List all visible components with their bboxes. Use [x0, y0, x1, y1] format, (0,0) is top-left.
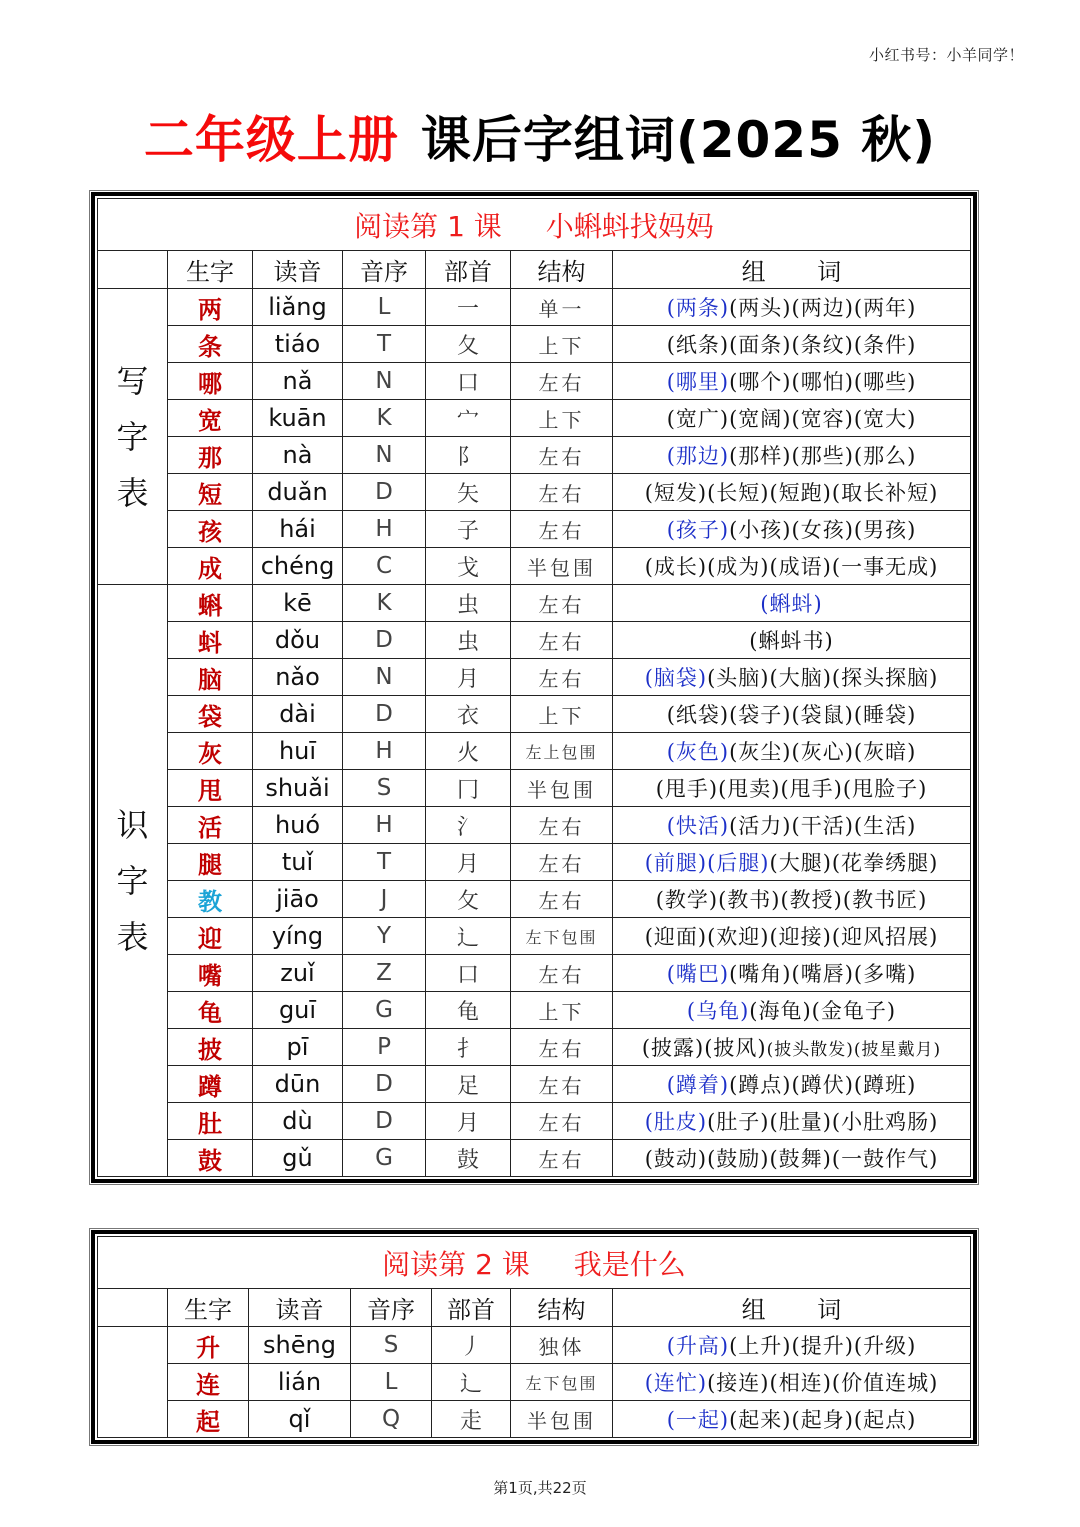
vocab-char: 起 [168, 1401, 249, 1438]
other-words: (上升)(提升)(升级) [729, 1334, 917, 1358]
lesson-2-name: 我是什么 [573, 1247, 686, 1281]
word-combinations [613, 1140, 971, 1177]
highlighted-word: (灰色) [666, 740, 730, 764]
vocab-char: 蝌 [168, 585, 253, 622]
phonetic-order: S [343, 770, 426, 807]
phonetic-order: H [343, 511, 426, 548]
other-words: (宽广)(宽阔)(宽容)(宽大) [666, 407, 917, 431]
word-combinations [613, 992, 971, 1029]
lesson-1-table-frame [89, 190, 979, 1185]
header-char: 生字 [168, 1289, 249, 1327]
table-row [98, 400, 971, 437]
other-words-small: (披头散发)(披星戴月) [766, 1040, 942, 1060]
radical: 矢 [426, 474, 511, 511]
phonetic-order: K [343, 400, 426, 437]
phonetic-order: H [343, 807, 426, 844]
page-title [0, 100, 1080, 172]
radical: 月 [426, 659, 511, 696]
vocab-char: 袋 [168, 696, 253, 733]
highlighted-word: (蝌蚪) [760, 592, 823, 616]
phonetic-order: D [343, 1103, 426, 1140]
pinyin: shēng [249, 1327, 351, 1364]
pinyin: lián [249, 1364, 351, 1401]
pinyin: duǎn [253, 474, 343, 511]
header-structure: 结构 [511, 251, 613, 289]
header-radical: 部首 [426, 251, 511, 289]
radical: 虫 [426, 622, 511, 659]
other-words: (短发)(长短)(短跑)(取长补短) [644, 481, 939, 505]
other-words: (甩手)(甩卖)(甩手)(甩脸子) [655, 777, 928, 801]
table-header-row [98, 251, 971, 289]
table-row [98, 548, 971, 585]
section-label: 识 字 表 [98, 585, 168, 1177]
phonetic-order: Q [351, 1401, 432, 1438]
structure: 左右 [511, 1140, 613, 1177]
radical: 口 [426, 955, 511, 992]
table-row [98, 844, 971, 881]
phonetic-order: Z [343, 955, 426, 992]
header-pinyin: 读音 [249, 1289, 351, 1327]
radical: 冂 [426, 770, 511, 807]
header-order: 音序 [343, 251, 426, 289]
phonetic-order: T [343, 326, 426, 363]
other-words: (嘴角)(嘴唇)(多嘴) [729, 962, 917, 986]
other-words: (起来)(起身)(起点) [729, 1408, 917, 1432]
radical: 衣 [426, 696, 511, 733]
header-blank [98, 1289, 168, 1327]
phonetic-order: N [343, 437, 426, 474]
word-combinations [613, 622, 971, 659]
other-words: (那样)(那些)(那么) [729, 444, 917, 468]
word-combinations [613, 1103, 971, 1140]
structure: 上下 [511, 400, 613, 437]
word-combinations [613, 1401, 971, 1438]
pinyin: jiāo [253, 881, 343, 918]
structure: 半包围 [511, 548, 613, 585]
pinyin: tiáo [253, 326, 343, 363]
other-words: (接连)(相连)(价值连城) [707, 1371, 939, 1395]
table-row [98, 770, 971, 807]
word-combinations [613, 400, 971, 437]
header-blank [98, 251, 168, 289]
other-words: (迎面)(欢迎)(迎接)(迎风招展) [644, 925, 939, 949]
word-combinations [613, 326, 971, 363]
word-combinations [613, 437, 971, 474]
table-row [98, 659, 971, 696]
word-combinations [613, 1364, 971, 1401]
structure: 独体 [511, 1327, 613, 1364]
header-words: 组 词 [613, 1289, 971, 1327]
highlighted-word: (脑袋) [644, 666, 708, 690]
structure: 单一 [511, 289, 613, 326]
radical: 扌 [426, 1029, 511, 1066]
vocab-char: 灰 [168, 733, 253, 770]
table-row [98, 881, 971, 918]
radical: 戈 [426, 548, 511, 585]
radical: 火 [426, 733, 511, 770]
header-order: 音序 [351, 1289, 432, 1327]
pinyin: kē [253, 585, 343, 622]
word-combinations [613, 696, 971, 733]
table-row [98, 289, 971, 326]
vocab-char: 脑 [168, 659, 253, 696]
radical: 阝 [426, 437, 511, 474]
phonetic-order: J [343, 881, 426, 918]
header-char: 生字 [168, 251, 253, 289]
lesson-1-name: 小蝌蚪找妈妈 [545, 209, 714, 243]
highlighted-word: (两条) [666, 296, 730, 320]
other-words: (披露)(披风) [641, 1036, 767, 1060]
radical: 龟 [426, 992, 511, 1029]
lesson-1-number: 阅读第 1 课 [354, 209, 502, 243]
table-row [98, 326, 971, 363]
table-row [98, 1066, 971, 1103]
radical: 攵 [426, 881, 511, 918]
other-words: (肚子)(肚量)(小肚鸡肠) [707, 1110, 939, 1134]
word-combinations [613, 918, 971, 955]
structure: 左右 [511, 511, 613, 548]
pinyin: huó [253, 807, 343, 844]
page-title-grade: 二年级上册 [143, 111, 399, 169]
word-combinations [613, 770, 971, 807]
structure: 上下 [511, 326, 613, 363]
vocab-char: 孩 [168, 511, 253, 548]
radical: 辶 [426, 918, 511, 955]
radical: 辶 [432, 1364, 511, 1401]
vocab-char: 蚪 [168, 622, 253, 659]
phonetic-order: D [343, 1066, 426, 1103]
radical: 走 [432, 1401, 511, 1438]
phonetic-order: G [343, 1140, 426, 1177]
highlighted-word: (乌龟) [686, 999, 750, 1023]
vocab-char: 鼓 [168, 1140, 253, 1177]
radical: 宀 [426, 400, 511, 437]
vocab-char: 宽 [168, 400, 253, 437]
structure: 左右 [511, 1066, 613, 1103]
phonetic-order: T [343, 844, 426, 881]
word-combinations [613, 585, 971, 622]
word-combinations [613, 289, 971, 326]
pinyin: dǒu [253, 622, 343, 659]
phonetic-order: N [343, 363, 426, 400]
table-row [98, 1029, 971, 1066]
header-pinyin: 读音 [253, 251, 343, 289]
word-combinations [613, 1029, 971, 1066]
radical: 丿 [432, 1327, 511, 1364]
section-label: 写 字 表 [98, 289, 168, 585]
vocab-char: 条 [168, 326, 253, 363]
lesson-2-title [98, 1237, 971, 1289]
phonetic-order: D [343, 696, 426, 733]
structure: 左右 [511, 1029, 613, 1066]
word-combinations [613, 511, 971, 548]
highlighted-word: (蹲着) [666, 1073, 730, 1097]
phonetic-order: C [343, 548, 426, 585]
structure: 左上包围 [511, 733, 613, 770]
structure: 左右 [511, 955, 613, 992]
radical: 鼓 [426, 1140, 511, 1177]
vocab-char: 腿 [168, 844, 253, 881]
other-words: (成长)(成为)(成语)(一事无成) [644, 555, 939, 579]
other-words: (哪个)(哪怕)(哪些) [729, 370, 917, 394]
header-structure: 结构 [511, 1289, 613, 1327]
other-words: (纸袋)(袋子)(袋鼠)(睡袋) [666, 703, 917, 727]
vocab-char: 教 [168, 881, 253, 918]
other-words: (小孩)(女孩)(男孩) [729, 518, 917, 542]
pinyin: dù [253, 1103, 343, 1140]
word-combinations [613, 548, 971, 585]
table-header-row [98, 1289, 971, 1327]
phonetic-order: D [343, 474, 426, 511]
vocab-char: 披 [168, 1029, 253, 1066]
structure: 左右 [511, 437, 613, 474]
phonetic-order: D [343, 622, 426, 659]
pinyin: nà [253, 437, 343, 474]
vocab-char: 那 [168, 437, 253, 474]
structure: 左右 [511, 474, 613, 511]
table-row [98, 511, 971, 548]
vocab-char: 甩 [168, 770, 253, 807]
word-combinations [613, 363, 971, 400]
pinyin: guī [253, 992, 343, 1029]
pinyin: nǎ [253, 363, 343, 400]
other-words: (鼓动)(鼓励)(鼓舞)(一鼓作气) [644, 1147, 939, 1171]
other-words: (蹲点)(蹲伏)(蹲班) [729, 1073, 917, 1097]
structure: 左右 [511, 659, 613, 696]
other-words: (海龟)(金龟子) [749, 999, 897, 1023]
structure: 左下包围 [511, 1364, 613, 1401]
structure: 左右 [511, 363, 613, 400]
pinyin: zuǐ [253, 955, 343, 992]
highlighted-word: (哪里) [666, 370, 730, 394]
structure: 左右 [511, 807, 613, 844]
vocab-char: 连 [168, 1364, 249, 1401]
highlighted-word: (孩子) [666, 518, 730, 542]
table-row [98, 992, 971, 1029]
word-combinations [613, 807, 971, 844]
pinyin: huī [253, 733, 343, 770]
radical: 虫 [426, 585, 511, 622]
highlighted-word: (前腿)(后腿) [644, 851, 770, 875]
phonetic-order: N [343, 659, 426, 696]
structure: 左右 [511, 881, 613, 918]
pinyin: qǐ [249, 1401, 351, 1438]
radical: 氵 [426, 807, 511, 844]
phonetic-order: Y [343, 918, 426, 955]
vocab-char: 龟 [168, 992, 253, 1029]
structure: 左右 [511, 844, 613, 881]
table-row [98, 918, 971, 955]
structure: 左右 [511, 622, 613, 659]
word-combinations [613, 881, 971, 918]
pinyin: tuǐ [253, 844, 343, 881]
phonetic-order: H [343, 733, 426, 770]
structure: 左右 [511, 1103, 613, 1140]
vocab-char: 迎 [168, 918, 253, 955]
structure: 上下 [511, 696, 613, 733]
phonetic-order: P [343, 1029, 426, 1066]
pinyin: dūn [253, 1066, 343, 1103]
pinyin: dài [253, 696, 343, 733]
phonetic-order: K [343, 585, 426, 622]
table-row [98, 807, 971, 844]
table-row [98, 733, 971, 770]
table-row [98, 1327, 971, 1364]
vocab-char: 蹲 [168, 1066, 253, 1103]
other-words: (教学)(教书)(教授)(教书匠) [655, 888, 928, 912]
vocab-char: 短 [168, 474, 253, 511]
vocab-char: 成 [168, 548, 253, 585]
radical: 一 [426, 289, 511, 326]
watermark: 小红书号：小羊同学！ [868, 46, 1024, 64]
radical: 月 [426, 844, 511, 881]
header-radical: 部首 [432, 1289, 511, 1327]
structure: 半包围 [511, 770, 613, 807]
table-row [98, 1140, 971, 1177]
header-words: 组 词 [613, 251, 971, 289]
vocab-char: 嘴 [168, 955, 253, 992]
table-row [98, 696, 971, 733]
section-label-blank [98, 1327, 168, 1438]
word-combinations [613, 955, 971, 992]
table-row [98, 1401, 971, 1438]
other-words: (活力)(干活)(生活) [729, 814, 917, 838]
table-row [98, 1364, 971, 1401]
radical: 足 [426, 1066, 511, 1103]
pinyin: pī [253, 1029, 343, 1066]
phonetic-order: L [351, 1364, 432, 1401]
table-row [98, 955, 971, 992]
page-footer: 第1页,共22页 [493, 1479, 587, 1497]
radical: 夂 [426, 326, 511, 363]
radical: 月 [426, 1103, 511, 1140]
pinyin: yíng [253, 918, 343, 955]
word-combinations [613, 1327, 971, 1364]
radical: 子 [426, 511, 511, 548]
lesson-2-table-frame [89, 1228, 979, 1446]
lesson-2-table [97, 1236, 971, 1438]
pinyin: gǔ [253, 1140, 343, 1177]
pinyin: chéng [253, 548, 343, 585]
structure: 半包围 [511, 1401, 613, 1438]
table-row [98, 474, 971, 511]
other-words: (两头)(两边)(两年) [729, 296, 917, 320]
pinyin: kuān [253, 400, 343, 437]
pinyin: hái [253, 511, 343, 548]
other-words: (灰尘)(灰心)(灰暗) [729, 740, 917, 764]
vocab-char: 升 [168, 1327, 249, 1364]
word-combinations [613, 1066, 971, 1103]
page-title-subject: 课后字组词(2025 秋) [420, 111, 937, 169]
other-words: (大腿)(花拳绣腿) [769, 851, 939, 875]
other-words: (蝌蚪书) [749, 629, 834, 653]
pinyin: nǎo [253, 659, 343, 696]
other-words: (头脑)(大脑)(探头探脑) [707, 666, 939, 690]
pinyin: liǎng [253, 289, 343, 326]
vocab-char: 肚 [168, 1103, 253, 1140]
lesson-1-title [98, 199, 971, 251]
highlighted-word: (嘴巴) [666, 962, 730, 986]
structure: 左右 [511, 585, 613, 622]
highlighted-word: (肚皮) [644, 1110, 708, 1134]
word-combinations [613, 474, 971, 511]
structure: 上下 [511, 992, 613, 1029]
vocab-char: 两 [168, 289, 253, 326]
word-combinations [613, 659, 971, 696]
table-row [98, 585, 971, 622]
structure: 左下包围 [511, 918, 613, 955]
lesson-2-number: 阅读第 2 课 [382, 1247, 530, 1281]
highlighted-word: (升高) [666, 1334, 730, 1358]
phonetic-order: G [343, 992, 426, 1029]
radical: 口 [426, 363, 511, 400]
vocab-char: 活 [168, 807, 253, 844]
lesson-1-table [97, 198, 971, 1177]
highlighted-word: (一起) [666, 1408, 730, 1432]
highlighted-word: (连忙) [644, 1371, 708, 1395]
vocab-char: 哪 [168, 363, 253, 400]
pinyin: shuǎi [253, 770, 343, 807]
phonetic-order: L [343, 289, 426, 326]
other-words: (纸条)(面条)(条纹)(条件) [666, 333, 917, 357]
highlighted-word: (快活) [666, 814, 730, 838]
table-row [98, 622, 971, 659]
table-row [98, 1103, 971, 1140]
highlighted-word: (那边) [666, 444, 730, 468]
word-combinations [613, 733, 971, 770]
word-combinations [613, 844, 971, 881]
table-row [98, 363, 971, 400]
table-row [98, 437, 971, 474]
phonetic-order: S [351, 1327, 432, 1364]
